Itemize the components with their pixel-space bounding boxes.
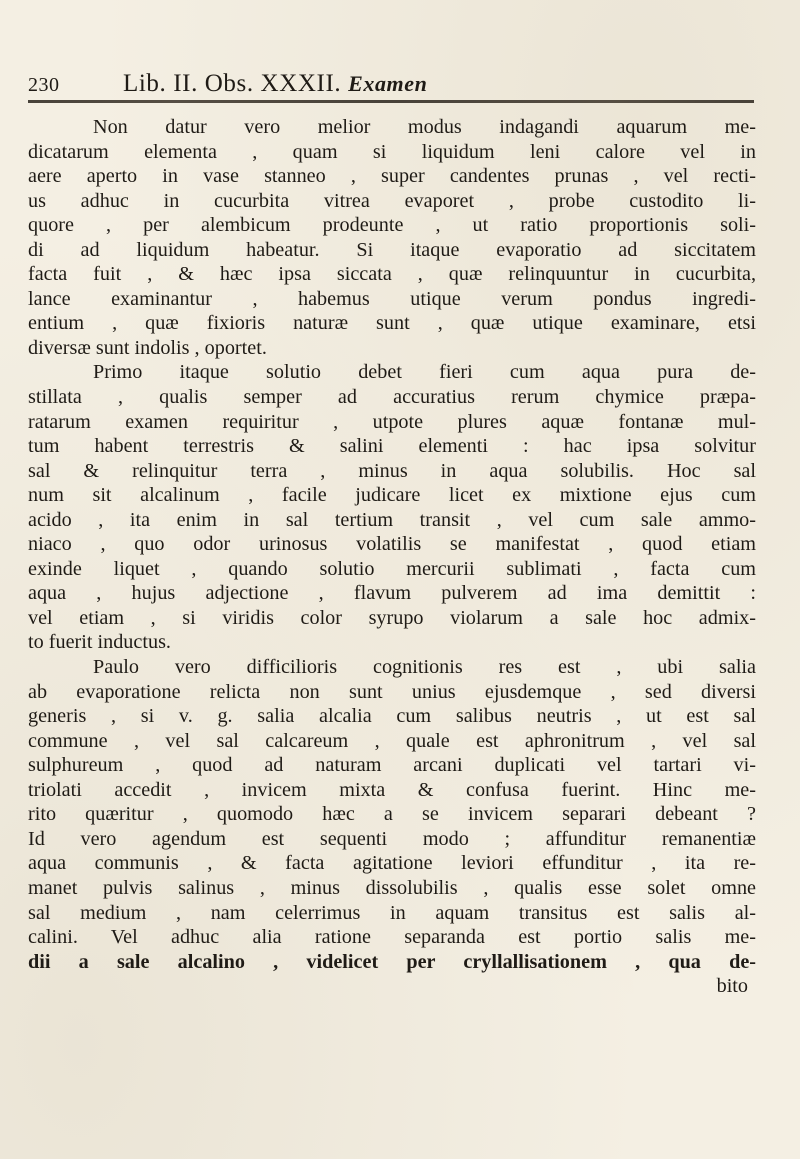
text-line: ratarum examen requiritur , utpote plures aquæ fontanæ mul- [28, 410, 756, 433]
text-line: generis , si v. g. salia alcalia cum salibus neutris , ut est sal [28, 705, 756, 728]
text-line: sulphureum , quod ad naturam arcani duplicati vel tartari vi- [28, 754, 756, 777]
running-head-text: Lib. II. Obs. XXXII. [123, 70, 342, 97]
header-rule [28, 100, 754, 103]
text-line: niaco , quo odor urinosus volatilis se manifestat , quod etiam [28, 533, 756, 556]
text-line: aqua communis , & facta agitatione leviori effunditur , ita re- [28, 852, 756, 875]
page-number: 230 [28, 74, 60, 96]
text-line: diversæ sunt indolis , oportet. [28, 336, 267, 359]
text-line: us adhuc in cucurbita vitrea evaporet , probe custodito li- [28, 189, 756, 212]
text-line: lance examinantur , habemus utique verum pondus ingredi- [28, 287, 756, 310]
text-line: vel etiam , si viridis color syrupo violarum a sale hoc admix- [28, 606, 756, 629]
text-line: aere aperto in vase stanneo , super candentes prunas , vel recti- [28, 165, 756, 188]
running-head [123, 70, 427, 98]
text-line: calini. Vel adhuc alia ratione separanda est portio salis me- [28, 926, 756, 949]
text-line: Id vero agendum est sequenti modo ; affunditur remanentiæ [28, 827, 756, 850]
text-line: Primo itaque solutio debet fieri cum aqua pura de- [93, 361, 756, 384]
text-line: quore , per alembicum prodeunte , ut ratio proportionis soli- [28, 214, 756, 237]
text-line: entium , quæ fixioris naturæ sunt , quæ utique examinare, etsi [28, 312, 756, 335]
text-line: tum habent terrestris & salini elementi : hac ipsa solvitur [28, 435, 756, 458]
text-line: Paulo vero difficilioris cognitionis res est , ubi salia [93, 656, 756, 679]
text-line: aqua , hujus adjectione , flavum pulverem ad ima demittit : [28, 582, 756, 605]
text-line: triolati accedit , invicem mixta & confusa fuerint. Hinc me- [28, 778, 756, 801]
text-line: sal medium , nam celerrimus in aquam transitus est salis al- [28, 901, 756, 924]
text-line: acido , ita enim in sal tertium transit , vel cum sale ammo- [28, 508, 756, 531]
text-line: ab evaporatione relicta non sunt unius ejusdemque , sed diversi [28, 680, 756, 703]
text-line: exinde liquet , quando solutio mercurii sublimati , facta cum [28, 557, 756, 580]
text-line: di ad liquidum habeatur. Si itaque evaporatio ad siccitatem [28, 238, 756, 261]
text-line: stillata , qualis semper ad accuratius rerum chymice præpa- [28, 386, 756, 409]
text-line: commune , vel sal calcareum , quale est aphronitrum , vel sal [28, 729, 756, 752]
text-line: dicatarum elementa , quam si liquidum leni calore vel in [28, 140, 756, 163]
page-header [28, 70, 758, 100]
text-line: num sit alcalinum , facile judicare licet ex mixtione ejus cum [28, 484, 756, 507]
text-line: bito [716, 975, 748, 998]
text-line: rito quæritur , quomodo hæc a se invicem separari debeant ? [28, 803, 756, 826]
running-head-italic: Examen [348, 71, 428, 96]
text-line: to fuerit inductus. [28, 631, 171, 654]
text-line: facta fuit , & hæc ipsa siccata , quæ relinquuntur in cucurbita, [28, 263, 756, 286]
text-line: manet pulvis salinus , minus dissolubilis , qualis esse solet omne [28, 876, 756, 899]
text-line: sal & relinquitur terra , minus in aqua solubilis. Hoc sal [28, 459, 756, 482]
text-line: dii a sale alcalino , videlicet per cryllallisationem , qua de- [28, 950, 756, 973]
body-text [28, 115, 756, 999]
text-line: Non datur vero melior modus indagandi aquarum me- [93, 116, 756, 138]
